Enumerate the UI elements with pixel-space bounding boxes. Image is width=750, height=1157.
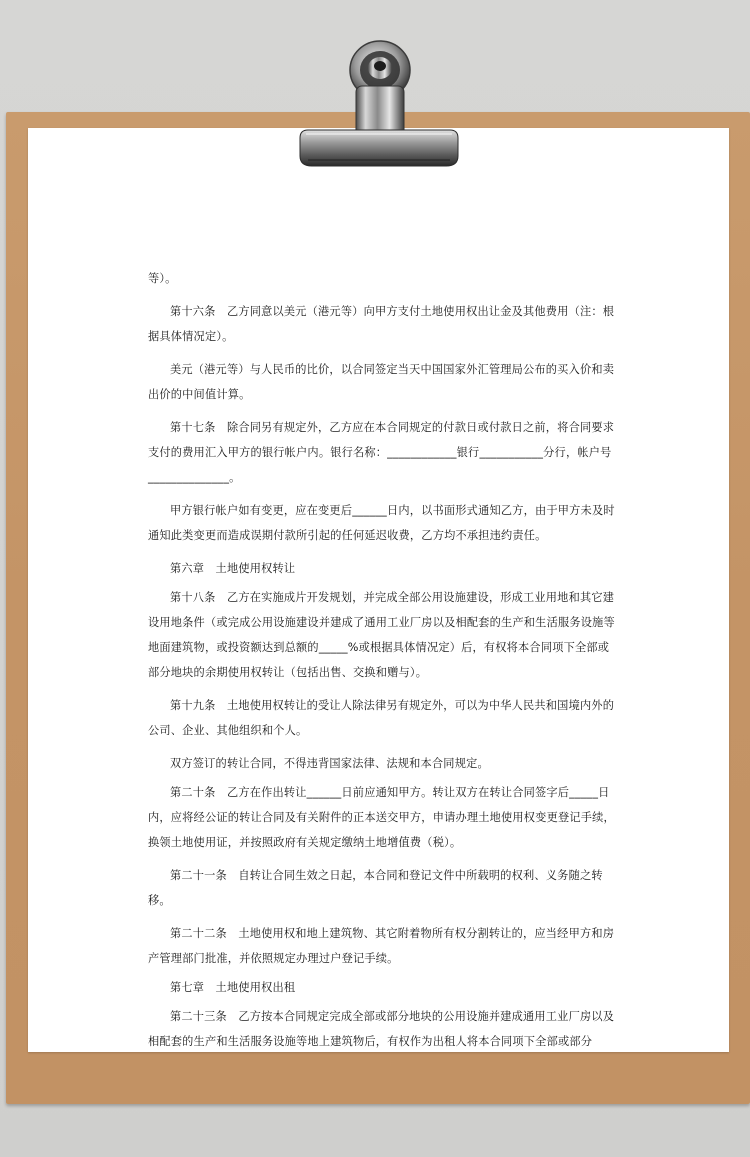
- chapter-heading: 第七章 土地使用权出租: [170, 981, 296, 994]
- paragraph: 第二十三条 乙方按本合同规定完成全部或部分地块的公用设施并建成通用工业厂房以及相配套的生产和生活服务设施等地上建筑物后，有权作为出租人将本合同项下全部或部分: [148, 1010, 615, 1048]
- paragraph: 第二十一条 自转让合同生效之日起，本合同和登记文件中所载明的权利、义务随之转移。: [148, 869, 603, 907]
- paragraph: 第十八条 乙方在实施成片开发规划，并完成全部公用设施建设，形成工业用地和其它建设用地条件（或完成公用设施建设并建成了通用工业厂房以及相配套的生产和生活服务设施等地面建筑物，或投资额达到总额的_____%或根据具体情况定）后，有权将本合同项下全部或部分地块的余期使用权转让（包括出售、交换和赠与）。: [148, 591, 615, 679]
- paragraph: 双方签订的转让合同，不得违背国家法律、法规和本合同规定。: [170, 757, 489, 770]
- paragraph: 第十六条 乙方同意以美元（港元等）向甲方支付土地使用权出让金及其他费用（注：根据具体情况定）。: [148, 305, 615, 343]
- binder-clip-icon: [296, 22, 462, 172]
- paragraph: 等）。: [148, 272, 177, 285]
- chapter-heading: 第六章 土地使用权转让: [170, 562, 296, 575]
- paragraph: 第二十二条 土地使用权和地上建筑物、其它附着物所有权分割转让的，应当经甲方和房产管理部门批准，并依照规定办理过户登记手续。: [148, 927, 615, 965]
- paragraph: 美元（港元等）与人民币的比价，以合同签定当天中国国家外汇管理局公布的买入价和卖出价的中间值计算。: [148, 363, 615, 401]
- paragraph: 第二十条 乙方在作出转让______日前应通知甲方。转让双方在转让合同签字后_____日内，应将经公证的转让合同及有关附件的正本送交甲方，申请办理土地使用权变更登记手续，换领土地使用证，并按照政府有关规定缴纳土地增值费（税）。: [148, 786, 615, 849]
- paragraph: 甲方银行帐户如有变更，应在变更后______日内，以书面形式通知乙方，由于甲方未及时通知此类变更而造成误期付款所引起的任何延迟收费，乙方均不承担违约责任。: [148, 504, 615, 542]
- paragraph: 第十七条 除合同另有规定外，乙方应在本合同规定的付款日或付款日之前，将合同要求支付的费用汇入甲方的银行帐户内。银行名称：____________银行___________分行，帐户号______________。: [148, 421, 615, 484]
- document-body: [148, 266, 615, 1062]
- paragraph: 第十九条 土地使用权转让的受让人除法律另有规定外，可以为中华人民共和国境内外的公司、企业、其他组织和个人。: [148, 699, 615, 737]
